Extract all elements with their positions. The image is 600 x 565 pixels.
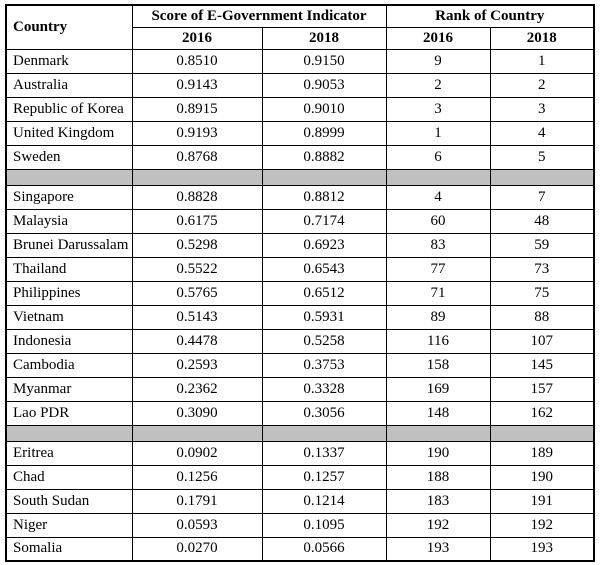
- table-row: [6, 377, 594, 401]
- rank-2016-cell: 1: [386, 121, 490, 145]
- score-2018-cell: 0.1337: [262, 441, 386, 465]
- score-2016-cell: 0.8915: [132, 97, 262, 121]
- rank-2018-cell: 107: [490, 329, 594, 353]
- header-score-2018: 2018: [262, 27, 386, 49]
- header-country: Country: [6, 5, 132, 49]
- score-2018-cell: 0.8812: [262, 185, 386, 209]
- rank-2016-cell: 193: [386, 537, 490, 561]
- rank-2018-cell: 73: [490, 257, 594, 281]
- rank-2016-cell: 60: [386, 209, 490, 233]
- score-2018-cell: 0.6512: [262, 281, 386, 305]
- rank-2018-cell: 191: [490, 489, 594, 513]
- score-2016-cell: 0.0593: [132, 513, 262, 537]
- group-separator-row: [6, 169, 594, 185]
- rank-2018-cell: 2: [490, 73, 594, 97]
- score-2018-cell: 0.9150: [262, 49, 386, 73]
- table-row: [6, 73, 594, 97]
- score-2018-cell: 0.6543: [262, 257, 386, 281]
- rank-2018-cell: 3: [490, 97, 594, 121]
- table-row: [6, 513, 594, 537]
- table-row: [6, 209, 594, 233]
- country-cell: Lao PDR: [6, 401, 132, 425]
- rank-2018-cell: 189: [490, 441, 594, 465]
- table-row: [6, 145, 594, 169]
- rank-2016-cell: 83: [386, 233, 490, 257]
- score-2016-cell: 0.0902: [132, 441, 262, 465]
- table-row: [6, 305, 594, 329]
- table-row: [6, 489, 594, 513]
- rank-2016-cell: 89: [386, 305, 490, 329]
- score-2018-cell: 0.6923: [262, 233, 386, 257]
- group-separator-cell: [490, 169, 594, 185]
- header-rank-group: Rank of Country: [386, 5, 594, 27]
- rank-2016-cell: 3: [386, 97, 490, 121]
- score-2018-cell: 0.8882: [262, 145, 386, 169]
- score-2016-cell: 0.9193: [132, 121, 262, 145]
- score-2016-cell: 0.5143: [132, 305, 262, 329]
- score-2018-cell: 0.5258: [262, 329, 386, 353]
- rank-2016-cell: 169: [386, 377, 490, 401]
- score-2018-cell: 0.8999: [262, 121, 386, 145]
- rank-2018-cell: 88: [490, 305, 594, 329]
- country-cell: Somalia: [6, 537, 132, 561]
- score-2016-cell: 0.6175: [132, 209, 262, 233]
- score-2018-cell: 0.9010: [262, 97, 386, 121]
- country-cell: Philippines: [6, 281, 132, 305]
- rank-2018-cell: 59: [490, 233, 594, 257]
- rank-2018-cell: 157: [490, 377, 594, 401]
- country-cell: Australia: [6, 73, 132, 97]
- score-2016-cell: 0.8510: [132, 49, 262, 73]
- group-separator-cell: [386, 169, 490, 185]
- table-row: [6, 353, 594, 377]
- score-2018-cell: 0.9053: [262, 73, 386, 97]
- score-2016-cell: 0.8828: [132, 185, 262, 209]
- rank-2018-cell: 48: [490, 209, 594, 233]
- score-2016-cell: 0.3090: [132, 401, 262, 425]
- country-cell: Myanmar: [6, 377, 132, 401]
- group-separator-cell: [490, 425, 594, 441]
- rank-2016-cell: 77: [386, 257, 490, 281]
- country-cell: Chad: [6, 465, 132, 489]
- country-cell: Brunei Darussalam: [6, 233, 132, 257]
- score-2016-cell: 0.1256: [132, 465, 262, 489]
- group-separator-cell: [386, 425, 490, 441]
- group-separator-cell: [132, 169, 262, 185]
- rank-2018-cell: 145: [490, 353, 594, 377]
- group-separator-cell: [6, 169, 132, 185]
- egov-indicator-table: [5, 4, 595, 562]
- country-cell: Malaysia: [6, 209, 132, 233]
- rank-2016-cell: 190: [386, 441, 490, 465]
- score-2016-cell: 0.5298: [132, 233, 262, 257]
- table-row: [6, 441, 594, 465]
- group-separator-cell: [132, 425, 262, 441]
- rank-2016-cell: 183: [386, 489, 490, 513]
- country-cell: Denmark: [6, 49, 132, 73]
- group-separator-cell: [262, 169, 386, 185]
- header-rank-2018: 2018: [490, 27, 594, 49]
- score-2018-cell: 0.1214: [262, 489, 386, 513]
- country-cell: Niger: [6, 513, 132, 537]
- score-2018-cell: 0.3753: [262, 353, 386, 377]
- score-2018-cell: 0.3056: [262, 401, 386, 425]
- rank-2016-cell: 6: [386, 145, 490, 169]
- country-cell: Vietnam: [6, 305, 132, 329]
- table-body: [6, 49, 594, 561]
- table-row: [6, 329, 594, 353]
- score-2016-cell: 0.5522: [132, 257, 262, 281]
- score-2018-cell: 0.1095: [262, 513, 386, 537]
- score-2016-cell: 0.4478: [132, 329, 262, 353]
- score-2016-cell: 0.2593: [132, 353, 262, 377]
- country-cell: Singapore: [6, 185, 132, 209]
- rank-2016-cell: 116: [386, 329, 490, 353]
- group-separator-cell: [262, 425, 386, 441]
- table-header: [6, 5, 594, 49]
- rank-2018-cell: 162: [490, 401, 594, 425]
- table-row: [6, 121, 594, 145]
- rank-2016-cell: 4: [386, 185, 490, 209]
- header-group-row: [6, 5, 594, 27]
- table-row: [6, 537, 594, 561]
- rank-2018-cell: 7: [490, 185, 594, 209]
- rank-2018-cell: 75: [490, 281, 594, 305]
- score-2018-cell: 0.5931: [262, 305, 386, 329]
- rank-2016-cell: 71: [386, 281, 490, 305]
- rank-2016-cell: 9: [386, 49, 490, 73]
- country-cell: Thailand: [6, 257, 132, 281]
- header-score-group: Score of E-Government Indicator: [132, 5, 386, 27]
- score-2018-cell: 0.0566: [262, 537, 386, 561]
- rank-2018-cell: 5: [490, 145, 594, 169]
- rank-2016-cell: 158: [386, 353, 490, 377]
- country-cell: Sweden: [6, 145, 132, 169]
- rank-2018-cell: 192: [490, 513, 594, 537]
- rank-2016-cell: 2: [386, 73, 490, 97]
- table-row: [6, 281, 594, 305]
- rank-2016-cell: 192: [386, 513, 490, 537]
- table-row: [6, 97, 594, 121]
- rank-2016-cell: 148: [386, 401, 490, 425]
- country-cell: Indonesia: [6, 329, 132, 353]
- table-row: [6, 465, 594, 489]
- score-2018-cell: 0.3328: [262, 377, 386, 401]
- rank-2016-cell: 188: [386, 465, 490, 489]
- score-2018-cell: 0.7174: [262, 209, 386, 233]
- score-2016-cell: 0.8768: [132, 145, 262, 169]
- table-row: [6, 401, 594, 425]
- score-2016-cell: 0.2362: [132, 377, 262, 401]
- score-2016-cell: 0.1791: [132, 489, 262, 513]
- header-rank-2016: 2016: [386, 27, 490, 49]
- country-cell: United Kingdom: [6, 121, 132, 145]
- score-2016-cell: 0.9143: [132, 73, 262, 97]
- table-row: [6, 233, 594, 257]
- rank-2018-cell: 190: [490, 465, 594, 489]
- rank-2018-cell: 4: [490, 121, 594, 145]
- table-row: [6, 49, 594, 73]
- score-2016-cell: 0.5765: [132, 281, 262, 305]
- country-cell: South Sudan: [6, 489, 132, 513]
- score-2016-cell: 0.0270: [132, 537, 262, 561]
- rank-2018-cell: 1: [490, 49, 594, 73]
- group-separator-row: [6, 425, 594, 441]
- country-cell: Republic of Korea: [6, 97, 132, 121]
- score-2018-cell: 0.1257: [262, 465, 386, 489]
- country-cell: Eritrea: [6, 441, 132, 465]
- table-row: [6, 257, 594, 281]
- rank-2018-cell: 193: [490, 537, 594, 561]
- header-score-2016: 2016: [132, 27, 262, 49]
- country-cell: Cambodia: [6, 353, 132, 377]
- table-row: [6, 185, 594, 209]
- group-separator-cell: [6, 425, 132, 441]
